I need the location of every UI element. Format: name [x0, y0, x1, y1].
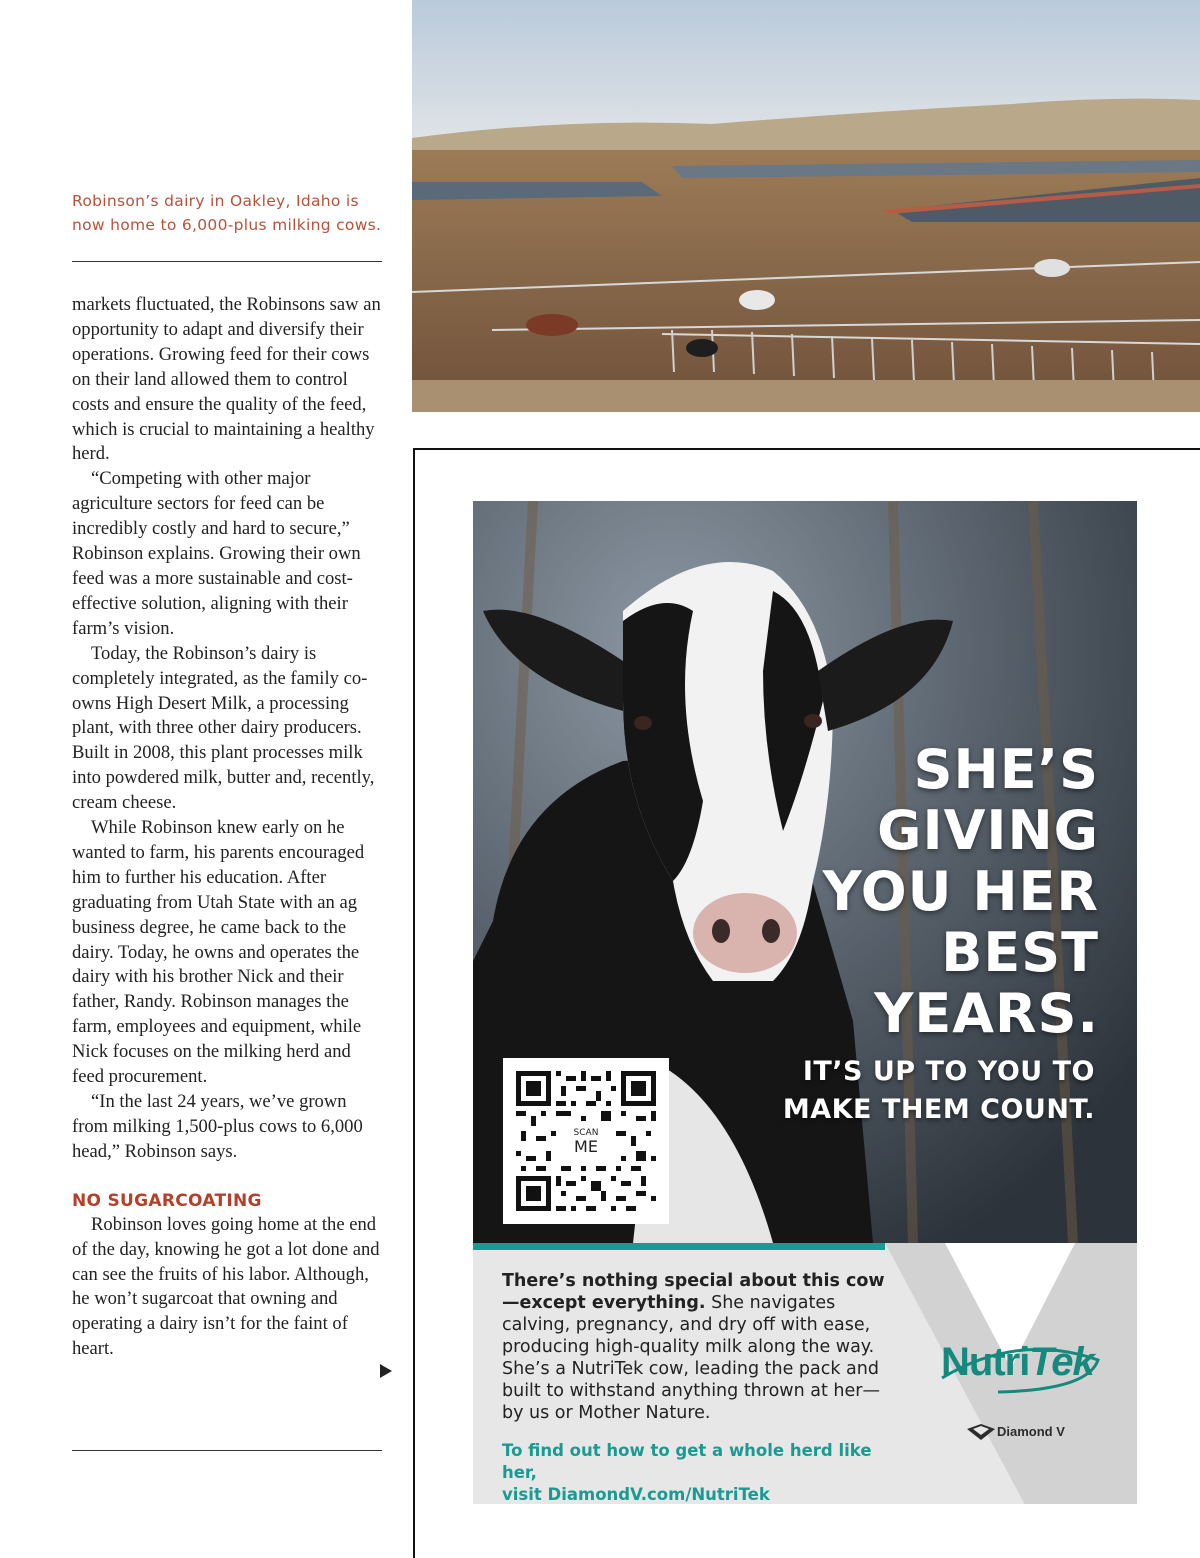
logo-tek: Tek: [1029, 1340, 1094, 1384]
headline-line: SHE’S: [913, 738, 1099, 801]
nutritek-logo: [941, 1340, 1121, 1385]
section-subhead: NO SUGARCOATING: [72, 1190, 262, 1211]
ad-subheadline: [735, 1053, 1095, 1129]
article-body: [72, 293, 384, 1362]
ad-headline: [739, 739, 1099, 1044]
headline-line: BEST: [941, 921, 1099, 984]
article-paragraph: While Robinson knew early on he wanted to farm, his parents encouraged him to further his education. After graduating from Utah State with an ag business degree, he came back to the dairy. Today, he owns and operates the dairy with his brother Nick and their father, Randy. Robinson manages the farm, employees and equipment, while Nick focuses on the milking herd and feed procurement.: [72, 817, 365, 1088]
qr-scan-label: [571, 1126, 601, 1156]
article-paragraph: markets fluctuated, the Robinsons saw an opportunity to adapt and diversify their operations. Growing feed for their cows on their land allowed them to control costs and ensure the quality of the feed, which is crucial to maintaining a healthy herd.: [72, 294, 381, 465]
article-paragraph: “Competing with other major agriculture sectors for feed can be incredibly costly and hard to secure,” Robinson explains. Growing their own feed was a more sustainable and cost-effective solution, aligning with their farm’s vision.: [72, 468, 361, 639]
nutritek-advertisement: [473, 501, 1137, 1504]
body-text: She navigates calving, pregnancy, and dry off with ease, producing high-quality milk along the way. She’s a NutriTek cow, leading the pack and built to withstand anything thrown at her—by us or Mother Nature.: [502, 1293, 880, 1423]
diamond-v-icon: [967, 1424, 995, 1440]
article-paragraph: Today, the Robinson’s dairy is completely integrated, as the family co-owns High Desert Milk, a processing plant, with three other dairy producers. Built in 2008, this plant processes milk into powdered milk, butter and, recently, cream cheese.: [72, 642, 375, 814]
qr-code[interactable]: [503, 1058, 669, 1224]
article-paragraph: “In the last 24 years, we’ve grown from milking 1,500-plus cows to 6,000 head,” Robinson says.: [72, 1091, 363, 1162]
article-paragraph: Robinson loves going home at the end of the day, knowing he got a lot done and can see the fruits of his labor. Although, he won’t sugarcoat that owning and operating a dairy isn’t for the faint of heart.: [72, 1213, 380, 1360]
body-lead: There’s nothing special about this cow—except everything.: [502, 1271, 885, 1313]
qr-scan-text: SCAN: [573, 1128, 599, 1138]
holstein-cow-photo: [473, 501, 1137, 1243]
subhead-line: IT’S UP TO YOU TO: [802, 1056, 1095, 1087]
logo-nutri: Nutri: [941, 1340, 1030, 1384]
headline-line: GIVING: [877, 799, 1099, 862]
diamond-v-logo: Diamond V: [997, 1424, 1065, 1439]
cta-link[interactable]: visit DiamondV.com/NutriTek: [502, 1485, 770, 1504]
subhead-line: MAKE THEM COUNT.: [782, 1094, 1095, 1125]
dairy-feedlot-photo: [412, 0, 1200, 412]
article-end-divider: [72, 1450, 382, 1451]
qr-me-text: ME: [574, 1137, 598, 1156]
headline-line: YEARS.: [874, 982, 1099, 1045]
caption-divider: [72, 261, 382, 262]
headline-line: YOU HER: [822, 860, 1099, 923]
photo-caption: Robinson’s dairy in Oakley, Idaho is now home to 6,000-plus milking cows.: [72, 192, 382, 234]
ad-copy-panel: [473, 1250, 1137, 1504]
ad-body-copy: [502, 1270, 897, 1424]
accent-bar: [473, 1243, 887, 1250]
continue-arrow-icon: [380, 1364, 392, 1378]
ad-call-to-action: [502, 1440, 897, 1504]
cta-line: To find out how to get a whole herd like her,: [502, 1441, 872, 1482]
